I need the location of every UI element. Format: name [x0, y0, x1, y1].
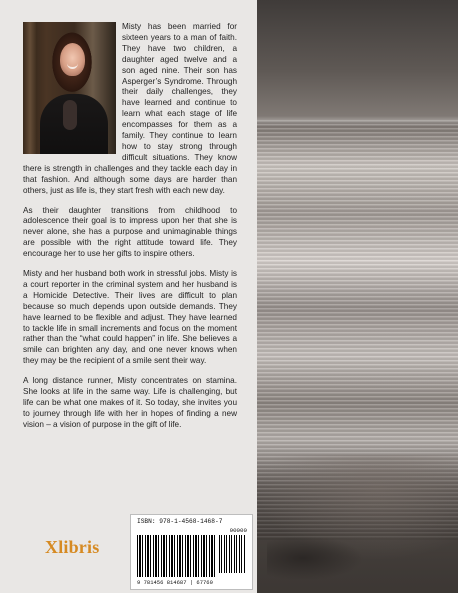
bio-paragraph-4: A long distance runner, Misty concentrates on stamina. She looks at life in the same way. Life is challenging, but life can be what one makes of it. So today, she invites you to journey through life with her in hopes of finding a new vision – a vision of purpose in the gift of life.: [23, 376, 237, 429]
barcode-bars-main: [137, 535, 215, 577]
barcode-numbers: 9 781456 814687 | 67760: [137, 579, 213, 586]
shore-rock: [267, 535, 387, 593]
shirt-shape: [63, 100, 77, 130]
face-shape: [60, 43, 85, 76]
wood-post: [23, 22, 37, 154]
bio-paragraph-1: Misty has been married for sixteen years to a man of faith. They have two children, a daughter aged twelve and a son aged nine. Their son has Asperger’s Syndrome. Through their daily challenges, they have learned and continue to learn what each stage of life encompasses for them as a family. They continue to learn how to stay strong through difficult situations. They know there is strength in challenges and they tackle each day in that fashion. And although some days are harder than others, just as life is, they start fresh with each new day.: [23, 22, 237, 195]
ocean-photo-panel: [257, 0, 458, 593]
bio-paragraph-3: Misty and her husband both work in stressful jobs. Misty is a court reporter in the criminal system and her husband is a Homicide Detective. Their lives are difficult to plan because so much depends upon outside demands. They have learned to be flexible and adjust. They have learned to tackle life in small increments and focus on the moment rather than the “what could happen” in life. She believes a smile can brighten any day, and one never knows when they may be the recipient of a smile sent their way.: [23, 269, 237, 366]
bio-paragraph-2: As their daughter transitions from childhood to adolescence their goal is to impress upon her that she is never alone, she has a purpose and unimaginable things are possible with the right attitude toward life. They encourage her to use her gifts to inspire others.: [23, 205, 237, 259]
price-code: 90000: [229, 527, 247, 534]
isbn-text: ISBN: 978-1-4568-1468-7: [137, 518, 223, 525]
author-bio: [23, 22, 237, 440]
barcode-bars-addon: [219, 535, 246, 573]
publisher-logo: Xlibris: [45, 537, 100, 557]
barcode-panel: [130, 514, 253, 590]
author-photo: [23, 22, 116, 154]
